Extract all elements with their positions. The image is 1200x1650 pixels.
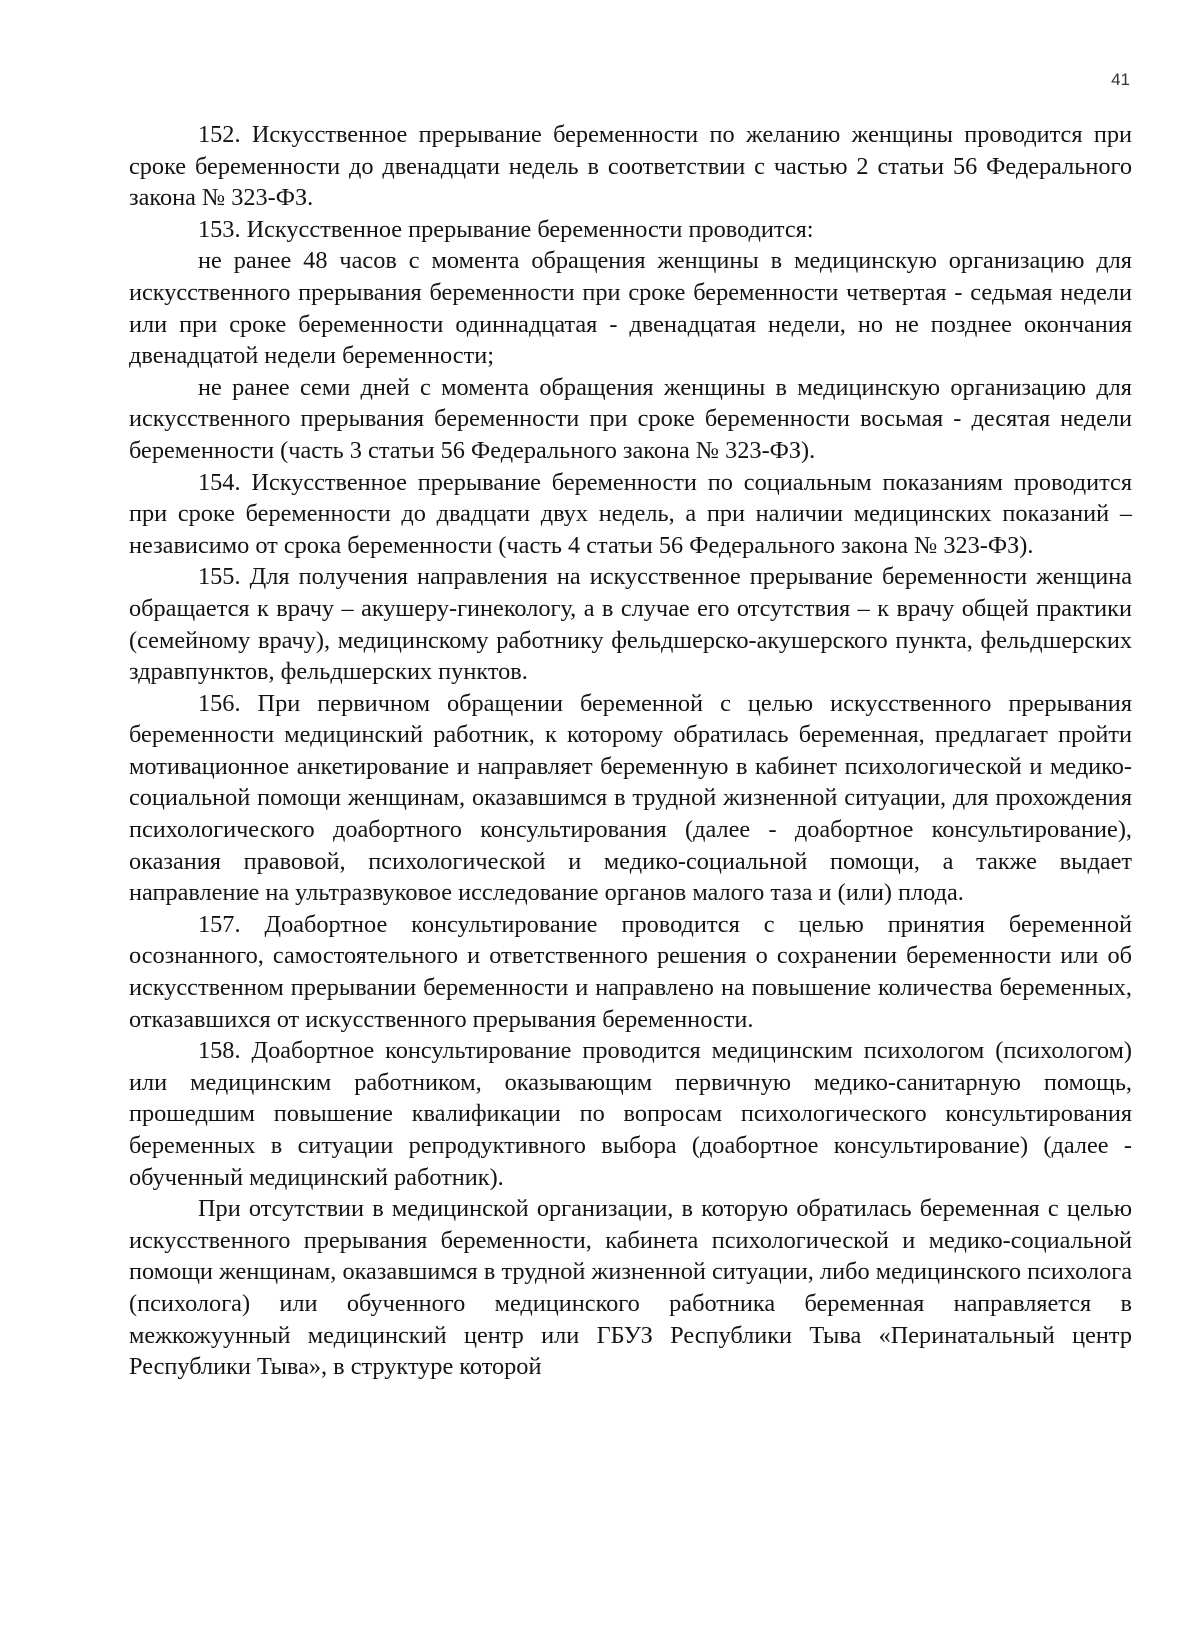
document-body	[129, 119, 1132, 1383]
paragraph-153-item-1: не ранее 48 часов с момента обращения женщины в медицинскую организацию для искусственного прерывания беременности при сроке беременности четвертая - седьмая недели или при сроке беременности одиннадцатая - двенадцатая недели, но не позднее окончания двенадцатой недели беременности;	[129, 247, 1132, 370]
page-number: 41	[1111, 70, 1130, 89]
paragraph-157: 157. Доабортное консультирование проводится с целью принятия беременной осознанного, самостоятельного и ответственного решения о сохранении беременности или об искусственном прерывании беременности и направлено на повышение количества беременных, отказавшихся от искусственного прерывания беременности.	[129, 910, 1132, 1033]
paragraph-152: 152. Искусственное прерывание беременности по желанию женщины проводится при сроке беременности до двенадцати недель в соответствии с частью 2 статьи 56 Федерального закона № 323-ФЗ.	[129, 121, 1132, 212]
paragraph-158: 158. Доабортное консультирование проводится медицинским психологом (психологом) или медицинским работником, оказывающим первичную медико-санитарную помощь, прошедшим повышение квалификации по вопросам психологического консультирования беременных в ситуации репродуктивного выбора (доабортное консультирование) (далее - обученный медицинский работник).	[129, 1037, 1132, 1191]
paragraph-158-continuation: При отсутствии в медицинской организации, в которую обратилась беременная с целью искусственного прерывания беременности, кабинета психологической и медико-социальной помощи женщинам, оказавшимся в трудной жизненной ситуации, либо медицинского психолога (психолога) или обученного медицинского работника беременная направляется в межкожуунный медицинский центр или ГБУЗ Республики Тыва «Перинатальный центр Республики Тыва», в структуре которой	[129, 1195, 1132, 1381]
paragraph-153: 153. Искусственное прерывание беременности проводится:	[198, 215, 814, 243]
paragraph-156: 156. При первичном обращении беременной с целью искусственного прерывания беременности медицинский работник, к которому обратилась беременная, предлагает пройти мотивационное анкетирование и направляет беременную в кабинет психологической и медико-социальной помощи женщинам, оказавшимся в трудной жизненной ситуации, для прохождения психологического доабортного консультирования (далее - доабортное консультирование), оказания правовой, психологической и медико-социальной помощи, а также выдает направление на ультразвуковое исследование органов малого таза и (или) плода.	[129, 689, 1132, 907]
paragraph-153-item-2: не ранее семи дней с момента обращения женщины в медицинскую организацию для искусственного прерывания беременности при сроке беременности восьмая - десятая недели беременности (часть 3 статьи 56 Федерального закона № 323-ФЗ).	[129, 373, 1132, 464]
paragraph-155: 155. Для получения направления на искусственное прерывание беременности женщина обращается к врачу – акушеру-гинекологу, а в случае его отсутствия – к врачу общей практики (семейному врачу), медицинскому работнику фельдшерско-акушерского пункта, фельдшерских здравпунктов, фельдшерских пунктов.	[129, 563, 1132, 686]
paragraph-154: 154. Искусственное прерывание беременности по социальным показаниям проводится при сроке беременности до двадцати двух недель, а при наличии медицинских показаний – независимо от срока беременности (часть 4 статьи 56 Федерального закона № 323-ФЗ).	[129, 468, 1132, 559]
